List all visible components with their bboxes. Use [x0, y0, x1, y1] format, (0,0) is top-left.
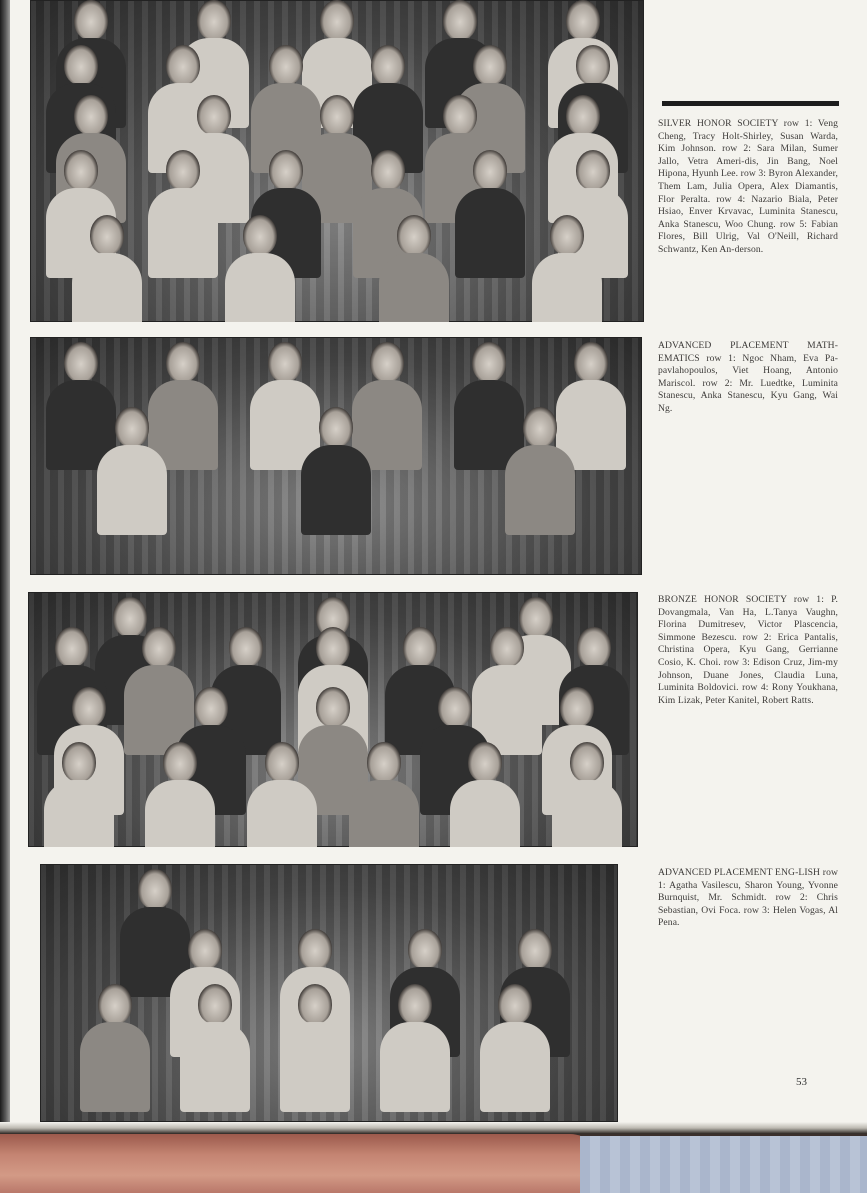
- caption-silver-honor-society: SILVER HONOR SOCIETY row 1: Veng Cheng, Tracy Holt-Shirley, Susan Warda, Kim Johnson. row 2: Sara Milan, Sumer Jallo, Vetra Ameri-dis, Jin Bang, Noel Hipona, Hyunh Lee. row 3: Byron Alexander, Them Lam, Julia Opera, Alex Diamantis, Flor Peralta. row 4: Nazario Biala, Peter Hsiao, Enver Krvavac, Luminita Stanescu, Anka Stanescu, Woo Chung. row 5: Fabian Flores, Bill Ulrig, Val O'Neill, Richard Schwantz, Ken An-derson.: [658, 118, 838, 255]
- caption-advanced-placement-english: ADVANCED PLACEMENT ENG-LISH row 1: Agatha Vasilescu, Sharon Young, Yvonne Burnquist, Mr. Schmidt. row 2: Chris Sebastian, Ovi Foca. row 3: Helen Vogas, Al Pena.: [658, 867, 838, 929]
- caption-rule: [662, 101, 839, 106]
- page-number: 53: [796, 1076, 807, 1088]
- caption-bronze-honor-society: BRONZE HONOR SOCIETY row 1: P. Dovangmala, Van Ha, L.Tanya Vaughn, Florina Dumitresev, Victor Plascencia, Simmone Bezescu. row 2: Erica Pantalis, Christina Opera, Kyu Gang, Gerrianne Cosio, K. Choi. row 3: Edison Cruz, Jim-my Johnson, Duane Jones, Claudia Luna, Luminita Boldovici. row 4: Rony Youkhana, Kim Lizak, Peter Kanitel, Robert Ratts.: [658, 594, 838, 706]
- page-bottom-edge: [0, 1122, 867, 1134]
- photo-silver-honor-society: [30, 0, 644, 322]
- photo-bronze-honor-society: [28, 592, 638, 847]
- photo-advanced-placement-mathematics: [30, 337, 642, 575]
- background-cloth: [580, 1136, 867, 1193]
- hand-holding-page: [0, 1134, 600, 1193]
- photo-advanced-placement-english: [40, 864, 618, 1122]
- caption-advanced-placement-mathematics: ADVANCED PLACEMENT MATH-EMATICS row 1: Ngoc Nham, Eva Pa-pavlahopoulos, Viet Hoang, Antonio Mariscol. row 2: Mr. Luedtke, Luminita Stanescu, Anka Stanescu, Kyu Gang, Wai Ng.: [658, 340, 838, 414]
